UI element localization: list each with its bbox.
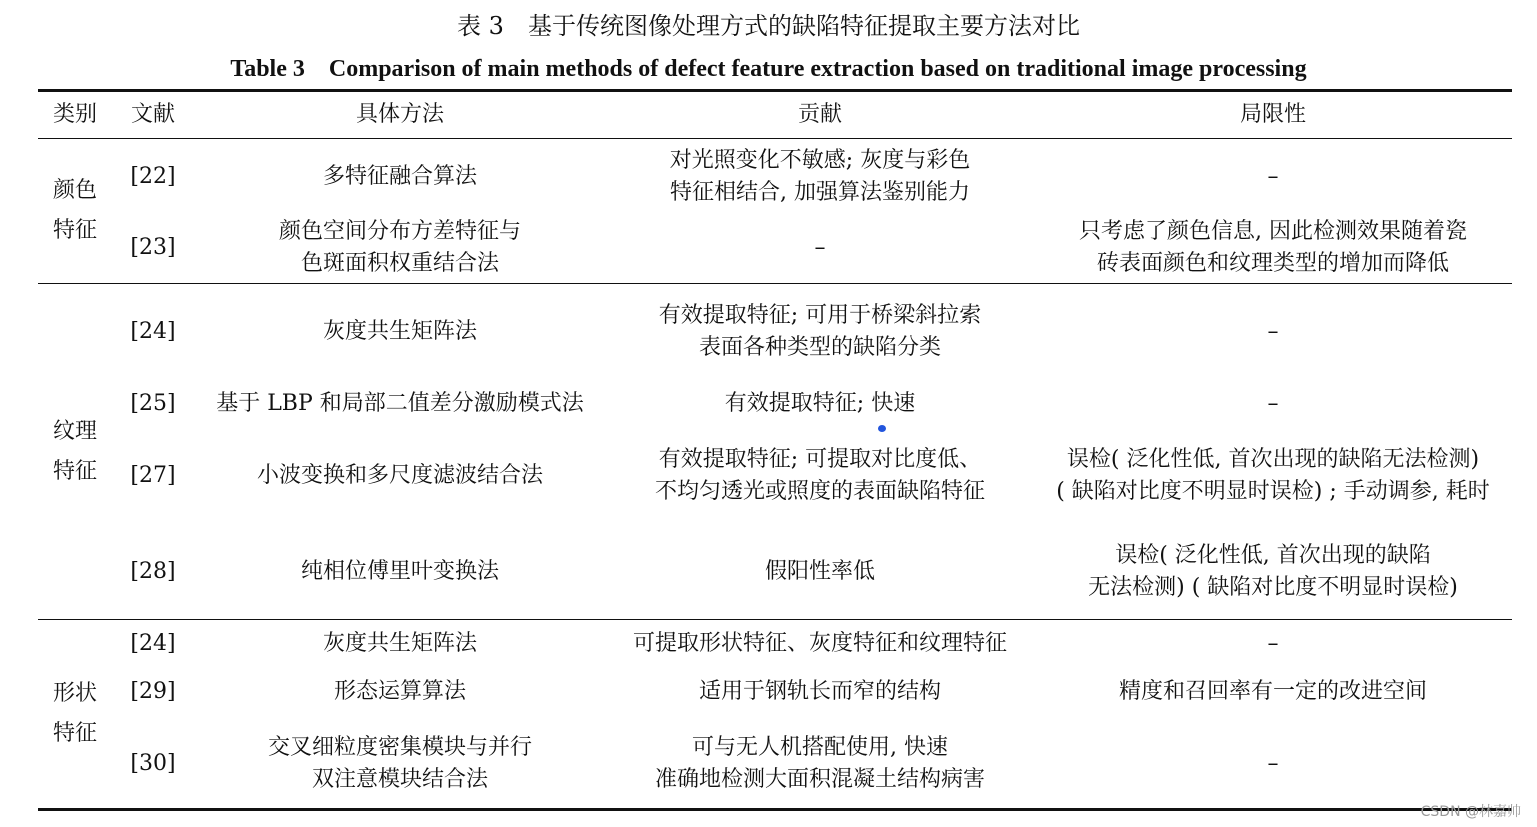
- table-caption-zh: 表 3 基于传统图像处理方式的缺陷特征提取主要方法对比: [457, 12, 1080, 40]
- ref-cell: [29]: [130, 679, 176, 704]
- ref-cell: [24]: [130, 319, 176, 344]
- ref-cell: [24]: [130, 631, 176, 656]
- method-cell: 灰度共生矩阵法: [322, 631, 477, 656]
- contribution-cell: 有效提取特征; 可用于桥梁斜拉索 表面各种类型的缺陷分类: [658, 303, 982, 360]
- limitation-cell: –: [1267, 164, 1279, 189]
- limitation-cell: 误检( 泛化性低, 首次出现的缺陷 无法检测) ( 缺陷对比度不明显时误检): [1088, 543, 1458, 600]
- ref-cell: [25]: [130, 391, 176, 416]
- method-cell: 交叉细粒度密集模块与并行 双注意模块结合法: [267, 735, 532, 792]
- method-cell: 形态运算算法: [333, 679, 466, 704]
- contribution-cell: 对光照变化不敏感; 灰度与彩色 特征相结合, 加强算法鉴别能力: [669, 148, 971, 205]
- category-texture: 纹理 特征: [52, 418, 97, 484]
- bottom-rule: [38, 808, 1512, 811]
- contribution-cell: 假阳性率低: [764, 559, 875, 584]
- limitation-cell: –: [1267, 319, 1279, 344]
- group-divider-2: [38, 619, 1512, 620]
- header-reference: 文献: [130, 102, 175, 127]
- contribution-cell: 有效提取特征; 可提取对比度低、 不均匀透光或照度的表面缺陷特征: [654, 447, 985, 504]
- category-shape: 形状 特征: [52, 681, 97, 746]
- limitation-cell: 精度和召回率有一定的改进空间: [1118, 679, 1427, 704]
- contribution-cell: 可提取形状特征、灰度特征和纹理特征: [632, 631, 1007, 656]
- header-method: 具体方法: [355, 102, 444, 127]
- ref-cell: [27]: [130, 463, 176, 488]
- method-cell: 多特征融合算法: [322, 164, 477, 189]
- ref-cell: [23]: [130, 235, 176, 260]
- method-cell: 小波变换和多尺度滤波结合法: [256, 463, 543, 488]
- limitation-cell: –: [1267, 631, 1279, 656]
- method-cell: 纯相位傅里叶变换法: [300, 559, 499, 584]
- contribution-cell: 适用于钢轨长而窄的结构: [698, 679, 941, 704]
- method-cell: 颜色空间分布方差特征与 色斑面积权重结合法: [278, 219, 521, 276]
- ref-cell: [28]: [130, 559, 176, 584]
- limitation-cell: –: [1267, 751, 1279, 776]
- group-divider-1: [38, 283, 1512, 284]
- table-caption-en: Table 3 Comparison of main methods of defect feature extraction based on traditional image processing: [230, 56, 1307, 82]
- category-color: 颜色 特征: [52, 178, 97, 243]
- method-cell: 灰度共生矩阵法: [322, 319, 477, 344]
- limitation-cell: –: [1267, 391, 1279, 416]
- method-cell: 基于 LBP 和局部二值差分激励模式法: [216, 391, 584, 416]
- annotation-dot: [878, 425, 886, 432]
- contribution-cell: 有效提取特征; 快速: [724, 391, 916, 416]
- header-contribution: 贡献: [797, 102, 842, 127]
- header-limitation: 局限性: [1239, 102, 1306, 127]
- ref-cell: [30]: [130, 751, 176, 776]
- header-category: 类别: [52, 102, 97, 127]
- watermark: CSDN @林嘉帅: [1420, 804, 1521, 820]
- limitation-cell: 误检( 泛化性低, 首次出现的缺陷无法检测) ( 缺陷对比度不明显时误检) ; 手动调参, 耗时: [1056, 447, 1490, 504]
- ref-cell: [22]: [130, 164, 176, 189]
- contribution-cell: 可与无人机搭配使用, 快速 准确地检测大面积混凝土结构病害: [654, 735, 985, 792]
- contribution-cell: –: [814, 235, 826, 260]
- limitation-cell: 只考虑了颜色信息, 因此检测效果随着瓷 砖表面颜色和纹理类型的增加而降低: [1079, 219, 1467, 276]
- header-rule: [38, 138, 1512, 139]
